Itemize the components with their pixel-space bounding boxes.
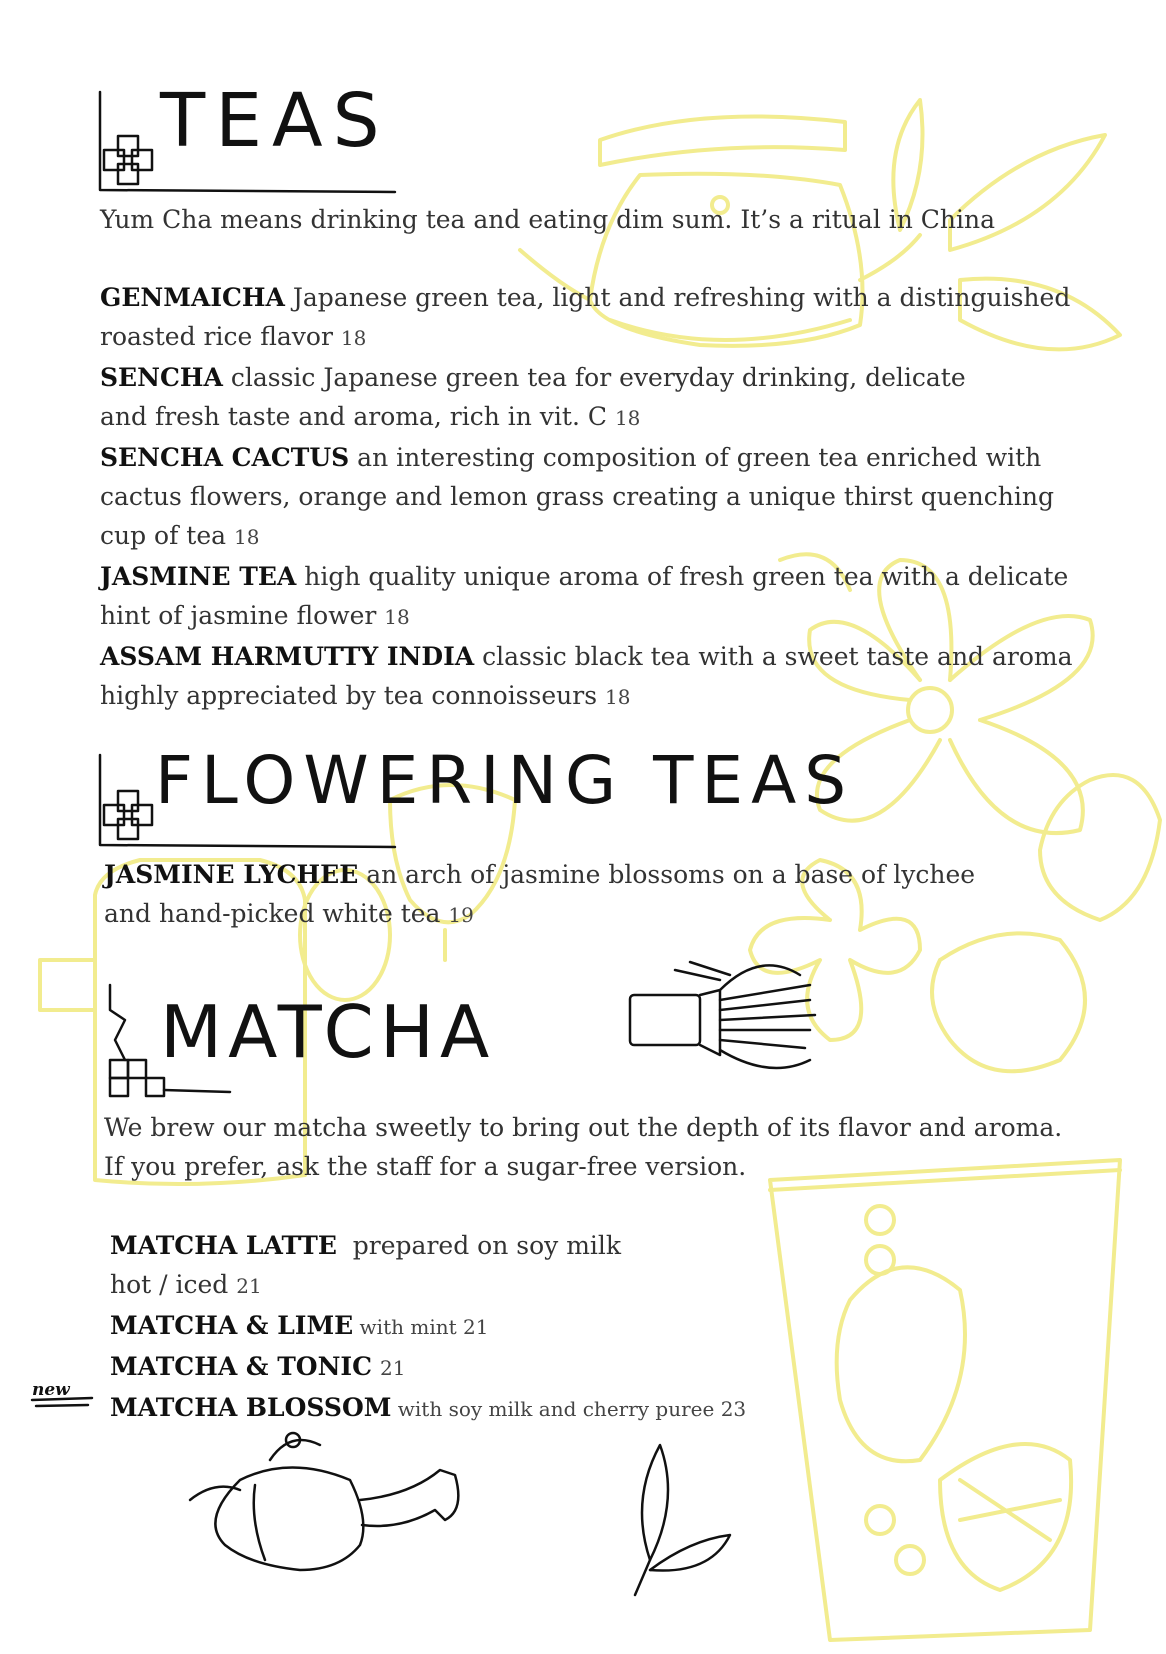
matcha-intro-line: We brew our matcha sweetly to bring out the depth of its flavor and aroma. <box>104 1113 1063 1142</box>
item-desc: and hand-picked white tea <box>104 899 449 928</box>
bottom-teapot-illustration <box>190 1433 458 1570</box>
item-name: JASMINE LYCHEE <box>104 860 359 889</box>
new-badge: new <box>32 1380 70 1400</box>
teas-list <box>100 278 1120 717</box>
list-item <box>110 1226 1010 1306</box>
list-item <box>110 1388 1010 1429</box>
list-item <box>110 1347 1010 1388</box>
item-desc: prepared on soy milk <box>336 1231 622 1260</box>
list-item <box>100 438 1120 557</box>
item-desc: with mint <box>353 1315 463 1339</box>
item-desc: classic Japanese green tea for everyday drinking, delicate <box>222 363 966 392</box>
flowering-list <box>104 855 1104 935</box>
flowering-teas-heading: FLOWERING TEAS <box>155 742 855 819</box>
list-item <box>100 557 1120 637</box>
list-item <box>100 278 1120 358</box>
item-name: JASMINE TEA <box>100 562 297 591</box>
item-name: ASSAM HARMUTTY INDIA <box>100 642 475 671</box>
item-desc: and fresh taste and aroma, rich in vit. C <box>100 402 615 431</box>
item-price: 18 <box>234 525 260 549</box>
item-desc: an arch of jasmine blossoms on a base of lychee <box>358 860 976 889</box>
item-price: 18 <box>604 685 631 709</box>
item-desc: hot / iced <box>110 1270 237 1299</box>
item-desc: cup of tea <box>100 521 234 550</box>
item-name: MATCHA BLOSSOM <box>110 1393 392 1422</box>
list-item <box>100 637 1120 717</box>
item-name: MATCHA & LIME <box>110 1311 354 1340</box>
item-desc: hint of jasmine flower <box>100 601 385 630</box>
whisk-illustration <box>630 962 815 1068</box>
item-price: 21 <box>463 1315 489 1339</box>
item-desc: cactus flowers, orange and lemon grass creating a unique thirst quenching <box>100 482 1054 511</box>
item-price: 19 <box>448 903 474 927</box>
item-name: SENCHA <box>100 363 223 392</box>
item-price: 18 <box>384 605 410 629</box>
item-desc: roasted rice flavor <box>100 322 341 351</box>
item-desc: an interesting composition of green tea enriched with <box>349 443 1042 472</box>
item-name: SENCHA CACTUS <box>100 443 350 472</box>
matcha-intro <box>104 1108 1124 1186</box>
teas-intro: Yum Cha means drinking tea and eating dim sum. It’s a ritual in China <box>100 205 996 234</box>
item-desc: with soy milk and cherry puree <box>391 1397 721 1421</box>
item-desc: Japanese green tea, light and refreshing with a distinguished <box>284 283 1071 312</box>
item-name: MATCHA & TONIC <box>110 1352 373 1381</box>
item-desc: highly appreciated by tea connoisseurs <box>100 681 605 710</box>
list-item <box>100 358 1120 438</box>
item-price: 23 <box>720 1397 747 1421</box>
teas-section <box>100 200 1100 239</box>
matcha-heading: MATCHA <box>160 990 496 1074</box>
item-price: 18 <box>340 326 367 350</box>
matcha-list <box>110 1226 1010 1429</box>
item-name: MATCHA LATTE <box>110 1231 337 1260</box>
item-price: 21 <box>379 1356 406 1380</box>
matcha-intro-line: If you prefer, ask the staff for a sugar-free version. <box>104 1152 747 1181</box>
item-name: GENMAICHA <box>100 283 285 312</box>
item-price: 18 <box>614 406 641 430</box>
teas-heading: TEAS <box>160 78 390 164</box>
item-desc: high quality unique aroma of fresh green tea with a delicate <box>296 562 1069 591</box>
list-item <box>110 1306 1010 1347</box>
bottom-leaf-illustration <box>635 1445 730 1595</box>
list-item <box>104 855 1104 935</box>
item-desc: classic black tea with a sweet taste and aroma <box>474 642 1073 671</box>
item-price: 21 <box>236 1274 262 1298</box>
